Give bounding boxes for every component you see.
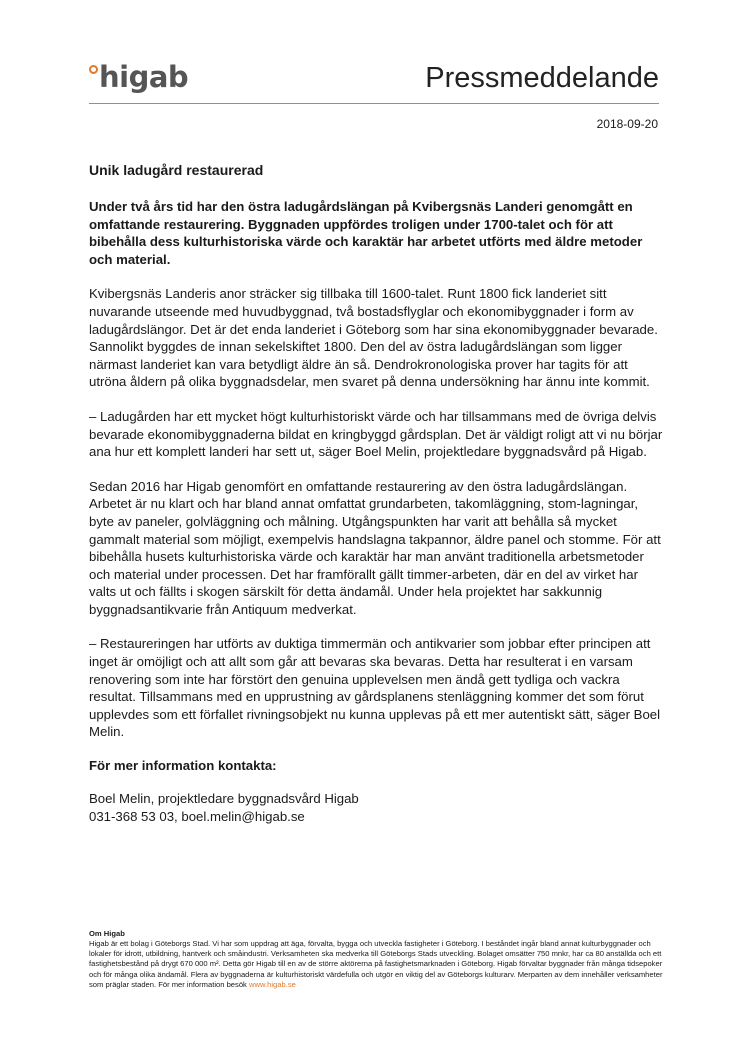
- higab-logo: [89, 60, 188, 94]
- contact-heading: För mer information kontakta:: [89, 758, 277, 774]
- release-date: 2018-09-20: [596, 117, 658, 131]
- body-paragraph: Sedan 2016 har Higab genomfört en omfattande restaurering av den östra ladugårdslängan. Arbetet är nu klart och har bland annat omfattat grundarbeten, takomläggning, stom-lagningar, byte av paneler, golvläggning och målning. Utgångspunkten har varit att behålla så mycket gammalt material som möjligt, exempelvis handslagna takpannor, äldre panel och stomme. För att bibehålla husets kulturhistoriska värde och karaktär har man använt traditionella arbetsmetoder och material under processen. Det har framförallt gällt timmer-arbeten, där en del av virket har valts ut och fällts i skogen särskilt för detta ändamål. Under hela projektet har sakkunnig byggnadsantikvarie från Antiquum medverkat.: [89, 478, 661, 617]
- logo-text: higab: [99, 60, 189, 94]
- about-text: [89, 939, 664, 990]
- body-paragraph: – Ladugården har ett mycket högt kulturhistoriskt värde och har tillsammans med de övriga delvis bevarade ekonomibyggnaderna bildat en kringbyggd gårdsplan. Det är väldigt roligt att vi nu börjar ana hur ett komplett landeri har sett ut, säger Boel Melin, projektledare byggnadsvård på Higab.: [89, 408, 663, 460]
- lead-paragraph: Under två års tid har den östra ladugårdslängan på Kvibergsnäs Landeri genomgått en omfattande restaurering. Byggnaden uppfördes troligen under 1700-talet och för att bibehålla dess kulturhistoriska värde och karaktär har arbetet utförts med äldre metoder och material.: [89, 199, 643, 267]
- about-description: Higab är ett bolag i Göteborgs Stad. Vi har som uppdrag att äga, förvalta, bygga och utveckla fastigheter i Göteborg. I beståndet ingår bland annat kulturbyggnader och lokaler för idrott, utbildning, hantverk och småindustri. Verksamheten ska medverka till Göteborgs Stads utveckling. Bolaget omsätter 750 mnkr, har ca 80 anställda och ett fastighetsbestånd på drygt 670 000 m². Detta gör Higab till en av de större aktörerna på fastighetsmarknaden i Göteborg. Higab förvaltar byggnader från många tidsepoker och för många olika ändamål. Flera av byggnaderna är kulturhistoriskt värdefulla och utgör en viktig del av Göteborgs kulturarv. Merparten av dem innehåller verksamheter som präglar staden. För mer information besök: [89, 939, 663, 989]
- body-paragraph: Kvibergsnäs Landeris anor sträcker sig tillbaka till 1600-talet. Runt 1800 fick landeriet sitt nuvarande utseende med huvudbyggnad, två bostadsflyglar och ekonomibyggnader i form av ladugårdslängor. Det är det enda landeriet i Göteborg som har sina ekonomibyggnader bevarade. Sannolikt byggdes de innan sekelskiftet 1800. Den del av östra ladugårdslängan som ligger närmast landeriet kan vara betydligt äldre än så. Dendrokronologiska prover har tagits för att utröna åldern på olika byggnadsdelar, men svaret på denna undersökning har ännu inte kommit.: [89, 286, 658, 390]
- article-body: [89, 162, 663, 825]
- header-divider: [89, 103, 659, 104]
- article-headline: Unik ladugård restaurerad: [89, 162, 264, 178]
- contact-details: 031-368 53 03, boel.melin@higab.se: [89, 808, 305, 824]
- about-higab: [89, 929, 664, 990]
- higab-website-link[interactable]: www.higab.se: [248, 979, 296, 989]
- body-paragraph: – Restaureringen har utförts av duktiga timmermän och antikvarier som jobbar efter principen att inget är omöjligt och att allt som går att bevaras ska bevaras. Detta har resulterat i en varsam renovering som inte har förstört den genuina upplevelsen men ändå gett tydliga och vackra resultat. Tillsammans med en upprustning av gårdsplanens stenläggning kommer det som förut upplevdes som ett förfallet rivningsobjekt nu kunna upplevas på ett mer autentiskt sätt, säger Boel Melin.: [89, 636, 661, 740]
- about-title: Om Higab: [89, 929, 125, 938]
- contact-name: Boel Melin, projektledare byggnadsvård Higab: [89, 791, 359, 807]
- logo-dot-icon: [89, 65, 98, 74]
- document-type-title: Pressmeddelande: [425, 62, 659, 94]
